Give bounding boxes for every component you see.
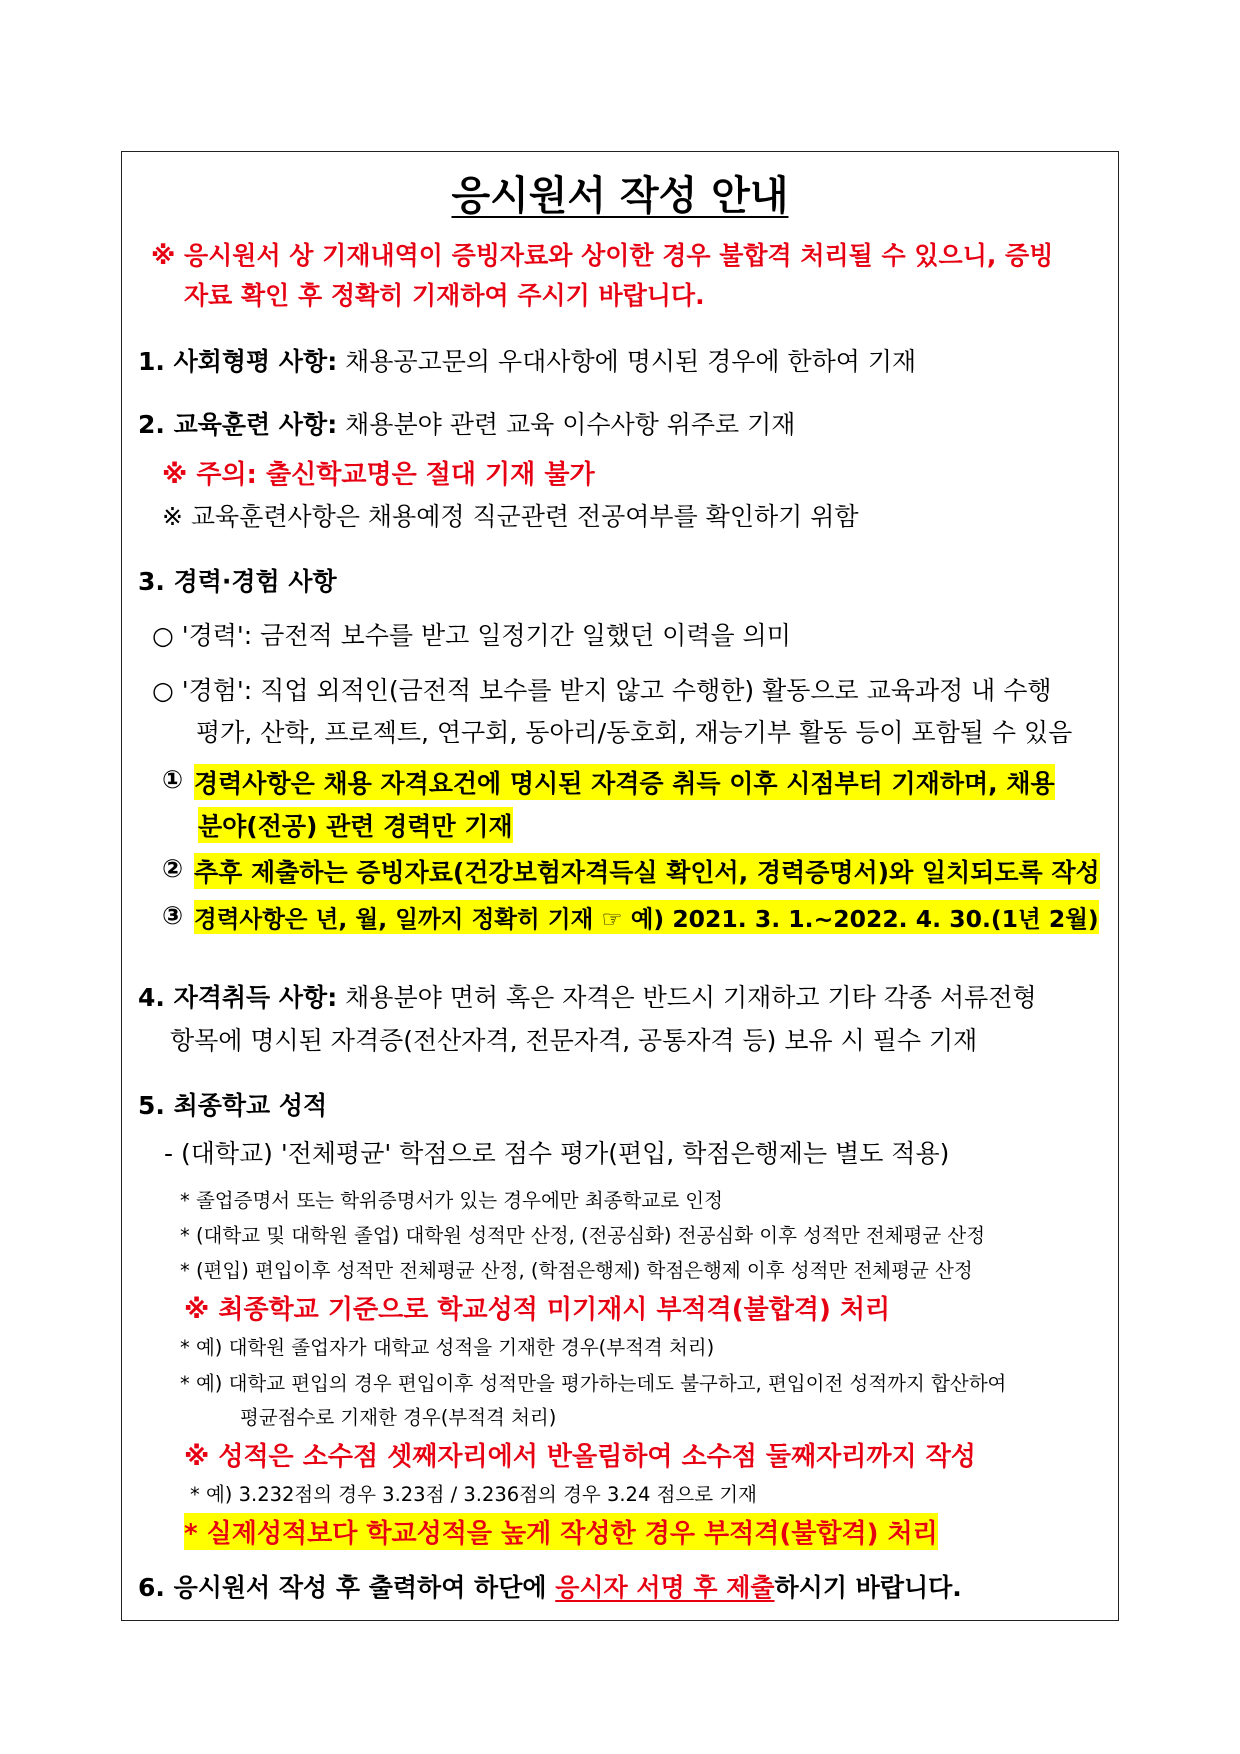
section-4-text-1: 채용분야 면허 혹은 자격은 반드시 기재하고 기타 각종 서류전형: [337, 983, 1037, 1012]
section-4-heading: 4. 자격취득 사항:: [138, 983, 338, 1012]
section-6: [138, 1568, 962, 1604]
guide-frame: [121, 151, 1119, 1621]
section-2: [138, 405, 795, 441]
section-2-heading: 2. 교육훈련 사항:: [138, 410, 338, 439]
experience-definition-1: ○ '경험': 직업 외적인(금전적 보수를 받지 않고 수행한) 활동으로 교육과정 내 수행: [152, 676, 1052, 705]
grade-example-1: * 예) 대학원 졸업자가 대학교 성적을 기재한 경우(부적격 처리): [180, 1336, 715, 1359]
experience-definition-2: 평가, 산학, 프로젝트, 연구회, 동아리/동호회, 재능기부 활동 등이 포함될 수 있음: [196, 718, 1073, 747]
career-rule-3-mark: ③: [162, 901, 184, 930]
grade-note-1: * 졸업증명서 또는 학위증명서가 있는 경우에만 최종학교로 인정: [180, 1189, 723, 1212]
section-2-text: 채용분야 관련 교육 이수사항 위주로 기재: [337, 410, 796, 439]
grade-note-3: * (편입) 편입이후 성적만 전체평균 산정, (학점은행제) 학점은행제 이후 성적만 전체평균 산정: [180, 1259, 973, 1282]
section-6-text-post: 하시기 바랍니다.: [774, 1573, 962, 1602]
warning-line-1: ※ 응시원서 상 기재내역이 증빙자료와 상이한 경우 불합격 처리될 수 있으니, 증빙: [151, 241, 1054, 270]
section-1: [138, 342, 916, 378]
section-4-text-2: 항목에 명시된 자격증(전산자격, 전문자격, 공통자격 등) 보유 시 필수 기재: [170, 1026, 978, 1055]
career-definition: ○ '경력': 금전적 보수를 받고 일정기간 일했던 이력을 의미: [152, 621, 791, 650]
page-title: 응시원서 작성 안내: [451, 173, 789, 219]
section-2-red-note: ※ 주의: 출신학교명은 절대 기재 불가: [162, 460, 595, 490]
career-rule-3: 경력사항은 년, 월, 일까지 정확히 기재 ☞ 예) 2021. 3. 1.~2022. 4. 30.(1년 2월): [194, 900, 1099, 934]
section-3-heading: 3. 경력·경험 사항: [138, 567, 337, 596]
section-4: [138, 978, 1037, 1014]
career-rule-1b: 분야(전공) 관련 경력만 기재: [198, 807, 513, 843]
section-6-text-pre: 6. 응시원서 작성 후 출력하여 하단에: [138, 1573, 556, 1602]
grade-example-2a: * 예) 대학교 편입의 경우 편입이후 성적만을 평가하는데도 불구하고, 편입이전 성적까지 합산하여: [180, 1372, 1007, 1395]
section-6-signature-note: 응시자 서명 후 제출: [555, 1573, 775, 1602]
career-rule-1a: 경력사항은 채용 자격요건에 명시된 자격증 취득 이후 시점부터 기재하며, 채용: [194, 764, 1055, 800]
warning-line-2: 자료 확인 후 정확히 기재하여 주시기 바랍니다.: [184, 281, 705, 310]
section-5-heading: 5. 최종학교 성적: [138, 1091, 328, 1120]
grade-warning-2: ※ 성적은 소수점 셋째자리에서 반올림하여 소수점 둘째자리까지 작성: [184, 1442, 976, 1472]
section-2-note: ※ 교육훈련사항은 채용예정 직군관련 전공여부를 확인하기 위함: [162, 502, 859, 531]
career-rule-1-mark: ①: [162, 765, 184, 794]
section-5-subheading: - (대학교) '전체평균' 학점으로 점수 평가(편입, 학점은행제는 별도 적용): [164, 1139, 950, 1168]
section-1-heading: 1. 사회형평 사항:: [138, 347, 338, 376]
grade-warning-1: ※ 최종학교 기준으로 학교성적 미기재시 부적격(불합격) 처리: [184, 1295, 891, 1325]
grade-example-2b: 평균점수로 기재한 경우(부적격 처리): [240, 1406, 557, 1429]
grade-warning-3: * 실제성적보다 학교성적을 높게 작성한 경우 부적격(불합격) 처리: [184, 1513, 938, 1550]
career-rule-2: 추후 제출하는 증빙자료(건강보험자격득실 확인서, 경력증명서)와 일치되도록 작성: [194, 853, 1100, 889]
section-1-text: 채용공고문의 우대사항에 명시된 경우에 한하여 기재: [337, 347, 917, 376]
grade-example-3: * 예) 3.232점의 경우 3.23점 / 3.236점의 경우 3.24 점으로 기재: [190, 1483, 757, 1506]
career-rule-2-mark: ②: [162, 854, 184, 883]
grade-note-2: * (대학교 및 대학원 졸업) 대학원 성적만 산정, (전공심화) 전공심화 이후 성적만 전체평균 산정: [180, 1224, 986, 1247]
